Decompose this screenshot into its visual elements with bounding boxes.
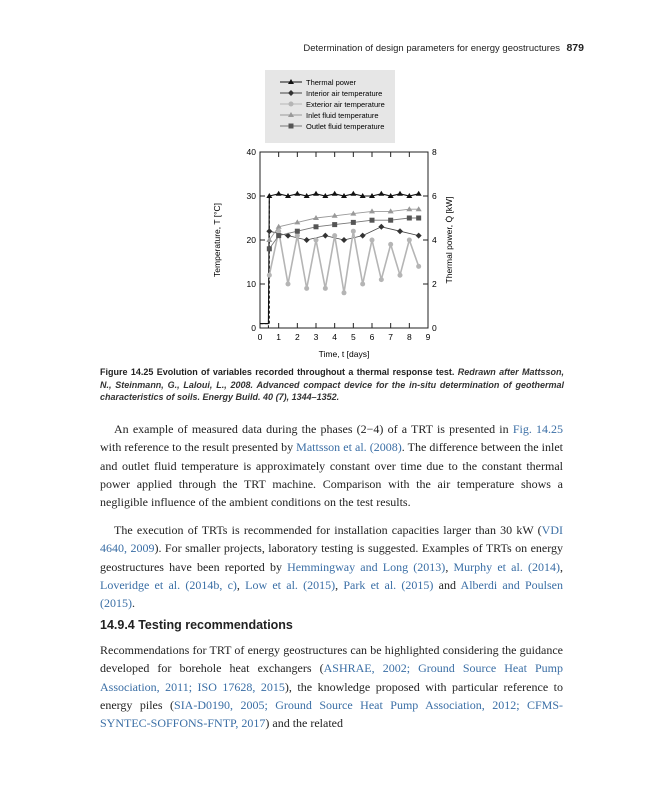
- data-point: [314, 238, 319, 243]
- x-axis-label: Time, t [days]: [318, 349, 370, 359]
- thermal-power-startup: [260, 324, 268, 328]
- x-tick-label: 8: [406, 332, 412, 342]
- data-point: [295, 229, 300, 234]
- data-point: [332, 191, 338, 196]
- text: ). For smaller projects, laboratory testing is suggested. Examples of TRTs on energy geostructures have been reported by: [100, 541, 563, 574]
- section-heading: 14.9.4 Testing recommendations: [100, 618, 293, 632]
- data-point: [407, 238, 412, 243]
- running-header: [0, 41, 648, 57]
- y-right-tick-label: 4: [432, 235, 437, 245]
- data-point: [406, 206, 412, 211]
- y-right-tick-label: 0: [432, 323, 437, 333]
- caption-text: Evolution of variables recorded throughout a thermal response test.: [156, 367, 455, 377]
- data-point: [267, 273, 272, 278]
- data-point: [416, 264, 421, 269]
- text: and: [433, 577, 461, 592]
- caption-label: Figure 14.25: [100, 367, 154, 377]
- data-point: [369, 208, 375, 213]
- y-left-label: Temperature, T [°C]: [212, 203, 222, 277]
- data-point: [378, 224, 384, 230]
- text: The execution of TRTs is recommended for installation capacities larger than 30 kW (: [114, 523, 542, 537]
- data-point: [342, 290, 347, 295]
- y-right-tick-label: 8: [432, 147, 437, 157]
- data-point: [314, 224, 319, 229]
- data-point: [388, 242, 393, 247]
- y-left-tick-label: 40: [246, 147, 256, 157]
- legend-entry: Outlet fluid temperature: [306, 122, 385, 131]
- page-number: 879: [566, 42, 584, 54]
- text: ), the knowledge proposed with particular reference to energy piles (: [100, 679, 563, 712]
- y-left-tick-label: 10: [246, 279, 256, 289]
- citation-link[interactable]: Hemmingway and Long (2013): [287, 559, 446, 574]
- y-right-label: Thermal power, Q̇ [kW]: [444, 196, 454, 284]
- text: ,: [560, 559, 564, 574]
- citation-link[interactable]: Mattsson et al. (2008): [296, 440, 402, 455]
- data-point: [267, 246, 272, 251]
- data-point: [370, 238, 375, 243]
- data-point: [266, 228, 272, 234]
- series-group: [260, 191, 422, 328]
- y-right-tick-label: 6: [432, 191, 437, 201]
- x-tick-label: 9: [425, 332, 431, 342]
- text: .: [132, 596, 135, 611]
- series-line-inlet-fluid-temperature: [269, 209, 418, 240]
- x-tick-label: 1: [276, 332, 282, 342]
- paragraph-1: [100, 420, 563, 511]
- citation-link[interactable]: ASHRAE, 2002; Ground Source Heat Pump Association, 2011; ISO 17628, 2015: [100, 661, 563, 694]
- text: ,: [445, 559, 454, 574]
- caption-source: Redrawn after Mattsson, N., Steinmann, G., Laloui, L., 2008. Advanced compact device for the in-situ determination of geothermal characteristics of soils. Energy Build. 40 (7), 1344–1352.: [100, 367, 564, 402]
- data-point: [322, 233, 328, 239]
- data-point: [295, 233, 300, 238]
- x-tick-label: 2: [294, 332, 300, 342]
- citation-link[interactable]: Alberdi and Poulsen (2015): [100, 577, 563, 611]
- text: ) and the related: [265, 716, 343, 731]
- text: with reference to the result presented by: [100, 440, 297, 455]
- data-point: [370, 218, 375, 223]
- x-tick-label: 6: [369, 332, 375, 342]
- citation-link[interactable]: Loveridge et al. (2014b, c): [100, 577, 237, 592]
- x-tick-label: 5: [350, 332, 356, 342]
- data-point: [313, 191, 319, 196]
- data-point: [397, 228, 403, 234]
- legend-swatch-marker: [289, 124, 294, 129]
- data-point: [341, 237, 347, 243]
- data-point: [360, 282, 365, 287]
- text: ,: [335, 577, 344, 592]
- legend-entry: Inlet fluid temperature: [306, 111, 379, 120]
- x-tick-label: 4: [332, 332, 338, 342]
- paragraph-2: [100, 521, 563, 612]
- legend-swatch-marker: [289, 102, 294, 107]
- data-point: [416, 206, 422, 211]
- data-point: [360, 233, 366, 239]
- data-point: [416, 216, 421, 221]
- figure-chart: [200, 70, 454, 362]
- data-point: [407, 216, 412, 221]
- x-tick-label: 7: [388, 332, 394, 342]
- text: ,: [236, 577, 246, 592]
- y-left-tick-label: 30: [246, 191, 256, 201]
- data-point: [276, 233, 281, 238]
- citation-link[interactable]: Park et al. (2015): [343, 577, 434, 592]
- series-line-outlet-fluid-temperature: [269, 218, 418, 249]
- legend-entry: Thermal power: [306, 78, 357, 87]
- data-point: [350, 191, 356, 196]
- legend-entry: Exterior air temperature: [306, 100, 385, 109]
- data-point: [286, 282, 291, 287]
- paragraph-3: [100, 641, 563, 732]
- data-point: [351, 229, 356, 234]
- text: An example of measured data during the phases (2−4) of a TRT is presented in: [114, 422, 513, 436]
- data-point: [416, 233, 422, 239]
- data-point: [351, 220, 356, 225]
- text: . The difference between the inlet and outlet fluid temperature is approximately constant over time due to the constant thermal power applied through the TRT machine. Comparison with the air temperature shows a negligible influence of the ambient conditions on the test results.: [100, 440, 563, 510]
- data-point: [304, 286, 309, 291]
- data-point: [378, 191, 384, 196]
- data-point: [323, 286, 328, 291]
- data-point: [416, 191, 422, 196]
- y-left-tick-label: 20: [246, 235, 256, 245]
- data-point: [379, 277, 384, 282]
- figure-link[interactable]: Fig. 14.25: [512, 422, 563, 436]
- citation-link[interactable]: Murphy et al. (2014): [453, 559, 561, 574]
- data-point: [398, 273, 403, 278]
- legend-entry: Interior air temperature: [306, 89, 383, 98]
- running-title: Determination of design parameters for energy geostructures: [303, 43, 560, 54]
- data-point: [388, 218, 393, 223]
- figure-caption: [100, 366, 564, 404]
- data-point: [294, 191, 300, 196]
- data-point: [332, 233, 337, 238]
- data-point: [397, 191, 403, 196]
- citation-link[interactable]: VDI 4640, 2009: [100, 523, 563, 556]
- data-point: [304, 237, 310, 243]
- text: Recommendations for TRT of energy geostructures can be highlighted considering the guidance developed for borehole heat exchangers (: [100, 643, 563, 676]
- citation-link[interactable]: SIA-D0190, 2005; Ground Source Heat Pump Association, 2012; CFMS-SYNTEC-SOFFONS-FNTP, 2017: [100, 697, 564, 731]
- data-point: [332, 222, 337, 227]
- citation-link[interactable]: Low et al. (2015): [245, 577, 336, 592]
- data-point: [276, 191, 282, 196]
- y-right-tick-label: 2: [432, 279, 437, 289]
- x-tick-label: 0: [257, 332, 263, 342]
- y-left-tick-label: 0: [251, 323, 256, 333]
- x-tick-label: 3: [313, 332, 319, 342]
